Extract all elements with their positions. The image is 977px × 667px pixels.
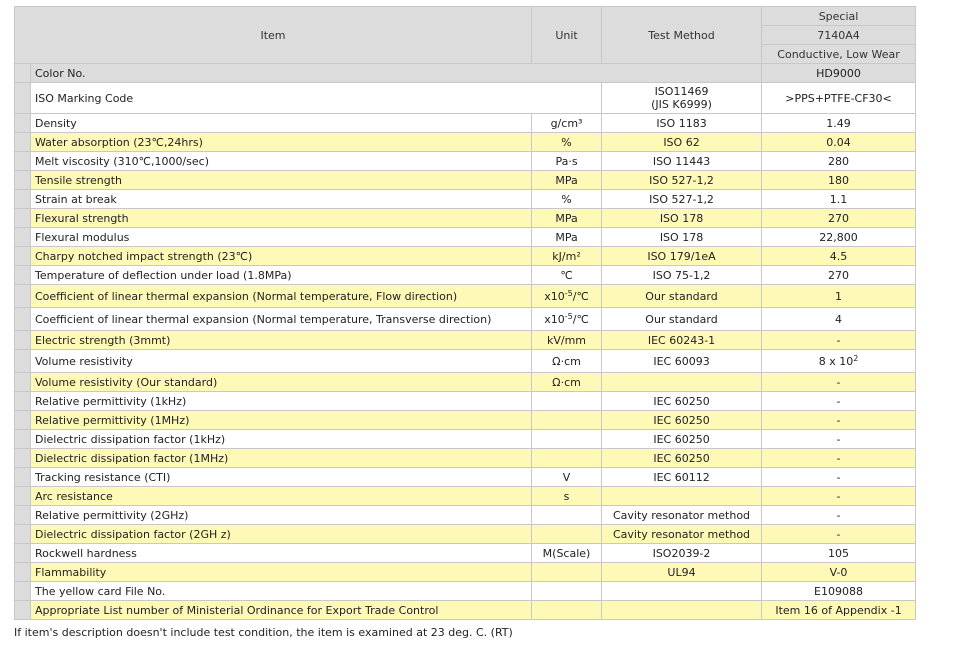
property-value: -	[762, 506, 916, 525]
property-value: -	[762, 411, 916, 430]
property-unit	[532, 392, 602, 411]
row-marker	[15, 331, 31, 350]
property-name: Coefficient of linear thermal expansion (Normal temperature, Flow direction)	[31, 285, 532, 308]
unit-base: x10	[544, 289, 565, 303]
property-unit: ℃	[532, 266, 602, 285]
property-value: -	[762, 525, 916, 544]
footnote: If item's description doesn't include test condition, the item is examined at 23 deg. C. (RT)	[14, 626, 513, 639]
test-method: ISO 527-1,2	[602, 171, 762, 190]
iso-marking-label: ISO Marking Code	[31, 83, 602, 114]
row-marker	[15, 266, 31, 285]
property-unit: %	[532, 133, 602, 152]
row-marker	[15, 247, 31, 266]
row-marker	[15, 563, 31, 582]
test-method: IEC 60250	[602, 449, 762, 468]
test-method: IEC 60243-1	[602, 331, 762, 350]
color-value: HD9000	[762, 64, 916, 83]
property-unit	[532, 308, 602, 331]
row-marker	[15, 373, 31, 392]
property-unit	[532, 582, 602, 601]
test-method: ISO 179/1eA	[602, 247, 762, 266]
test-method: IEC 60093	[602, 350, 762, 373]
row-marker	[15, 582, 31, 601]
property-name: Dielectric dissipation factor (2GH z)	[31, 525, 532, 544]
table-row	[15, 331, 916, 350]
property-value: 22,800	[762, 228, 916, 247]
iso-method-line1: ISO11469	[654, 85, 709, 98]
property-name: Dielectric dissipation factor (1MHz)	[31, 449, 532, 468]
property-name: The yellow card File No.	[31, 582, 532, 601]
property-unit: kV/mm	[532, 331, 602, 350]
property-name: Melt viscosity (310℃,1000/sec)	[31, 152, 532, 171]
property-unit: s	[532, 487, 602, 506]
row-marker	[15, 430, 31, 449]
table-row	[15, 350, 916, 373]
row-marker	[15, 392, 31, 411]
test-method: ISO 11443	[602, 152, 762, 171]
test-method: ISO2039-2	[602, 544, 762, 563]
table-row	[15, 247, 916, 266]
header-item: Item	[15, 7, 532, 64]
property-value: 0.04	[762, 133, 916, 152]
table-row	[15, 449, 916, 468]
property-value: 180	[762, 171, 916, 190]
table-row	[15, 308, 916, 331]
table-row	[15, 506, 916, 525]
row-marker	[15, 308, 31, 331]
row-marker	[15, 228, 31, 247]
iso-marking-value: >PPS+PTFE-CF30<	[762, 83, 916, 114]
property-unit: kJ/m²	[532, 247, 602, 266]
property-value: 105	[762, 544, 916, 563]
test-method: IEC 60250	[602, 430, 762, 449]
property-value: 280	[762, 152, 916, 171]
property-unit	[532, 430, 602, 449]
property-value: -	[762, 331, 916, 350]
table-row	[15, 133, 916, 152]
property-value: 270	[762, 209, 916, 228]
test-method: ISO 75-1,2	[602, 266, 762, 285]
iso-method-line2: (JIS K6999)	[651, 98, 712, 111]
property-unit	[532, 411, 602, 430]
property-unit: V	[532, 468, 602, 487]
header-test-method: Test Method	[602, 7, 762, 64]
property-value: -	[762, 373, 916, 392]
row-marker	[15, 350, 31, 373]
property-name: Strain at break	[31, 190, 532, 209]
property-name: Relative permittivity (1kHz)	[31, 392, 532, 411]
property-name: Rockwell hardness	[31, 544, 532, 563]
property-name: Dielectric dissipation factor (1kHz)	[31, 430, 532, 449]
property-name: Flexural modulus	[31, 228, 532, 247]
table-row	[15, 209, 916, 228]
row-marker	[15, 190, 31, 209]
table-row	[15, 152, 916, 171]
property-name: Flexural strength	[31, 209, 532, 228]
test-method: Cavity resonator method	[602, 506, 762, 525]
value-base: 8 x 10	[818, 354, 854, 368]
row-marker	[15, 285, 31, 308]
test-method: IEC 60250	[602, 411, 762, 430]
header-grade-class: Special	[762, 7, 916, 26]
property-name: Volume resistivity	[31, 350, 532, 373]
property-value: Item 16 of Appendix -1	[762, 601, 916, 620]
header-grade-desc: Conductive, Low Wear	[762, 45, 916, 64]
property-value: E109088	[762, 582, 916, 601]
property-name: Temperature of deflection under load (1.8MPa)	[31, 266, 532, 285]
table-row	[15, 228, 916, 247]
table-row	[15, 171, 916, 190]
color-row	[15, 64, 916, 83]
property-name: Relative permittivity (1MHz)	[31, 411, 532, 430]
iso-marking-row	[15, 83, 916, 114]
test-method: Cavity resonator method	[602, 525, 762, 544]
unit-base: x10	[544, 312, 565, 326]
property-unit	[532, 563, 602, 582]
property-value: 1.49	[762, 114, 916, 133]
row-marker	[15, 152, 31, 171]
row-marker	[15, 468, 31, 487]
property-name: Tracking resistance (CTI)	[31, 468, 532, 487]
row-marker	[15, 449, 31, 468]
row-marker	[15, 64, 31, 83]
property-name: Water absorption (23℃,24hrs)	[31, 133, 532, 152]
property-value: -	[762, 449, 916, 468]
property-unit: %	[532, 190, 602, 209]
iso-marking-method	[602, 83, 762, 114]
table-row	[15, 487, 916, 506]
unit-tail: /℃	[572, 312, 589, 326]
property-name: Relative permittivity (2GHz)	[31, 506, 532, 525]
property-unit: Ω·cm	[532, 350, 602, 373]
row-marker	[15, 487, 31, 506]
test-method: ISO 178	[602, 209, 762, 228]
table-row	[15, 114, 916, 133]
property-name: Flammability	[31, 563, 532, 582]
test-method	[602, 582, 762, 601]
test-method: ISO 62	[602, 133, 762, 152]
row-marker	[15, 114, 31, 133]
test-method: ISO 1183	[602, 114, 762, 133]
property-name: Electric strength (3mmt)	[31, 331, 532, 350]
test-method: UL94	[602, 563, 762, 582]
property-value: 1.1	[762, 190, 916, 209]
table-row	[15, 430, 916, 449]
row-marker	[15, 133, 31, 152]
test-method: Our standard	[602, 308, 762, 331]
property-value: 4.5	[762, 247, 916, 266]
property-unit: g/cm³	[532, 114, 602, 133]
table-row	[15, 373, 916, 392]
property-value: 270	[762, 266, 916, 285]
header-grade-name: 7140A4	[762, 26, 916, 45]
property-value	[762, 350, 916, 373]
property-unit: MPa	[532, 171, 602, 190]
table-row	[15, 190, 916, 209]
test-method: IEC 60112	[602, 468, 762, 487]
unit-tail: /℃	[572, 289, 589, 303]
property-value: -	[762, 487, 916, 506]
test-method	[602, 373, 762, 392]
spec-table-body	[15, 64, 916, 620]
table-row	[15, 266, 916, 285]
table-row	[15, 411, 916, 430]
test-method: ISO 527-1,2	[602, 190, 762, 209]
property-name: Tensile strength	[31, 171, 532, 190]
table-row	[15, 563, 916, 582]
test-method	[602, 601, 762, 620]
value-exponent: 2	[853, 353, 859, 363]
property-value: -	[762, 392, 916, 411]
table-row	[15, 525, 916, 544]
row-marker	[15, 601, 31, 620]
property-value: V-0	[762, 563, 916, 582]
unit-exponent: -5	[564, 311, 573, 321]
property-name: Charpy notched impact strength (23℃)	[31, 247, 532, 266]
property-unit	[532, 285, 602, 308]
property-name: Arc resistance	[31, 487, 532, 506]
property-name: Volume resistivity (Our standard)	[31, 373, 532, 392]
property-unit	[532, 506, 602, 525]
row-marker	[15, 544, 31, 563]
table-row	[15, 285, 916, 308]
property-unit	[532, 449, 602, 468]
row-marker	[15, 209, 31, 228]
table-row	[15, 468, 916, 487]
property-name: Density	[31, 114, 532, 133]
row-marker	[15, 525, 31, 544]
table-row	[15, 582, 916, 601]
table-row	[15, 392, 916, 411]
property-unit: MPa	[532, 209, 602, 228]
table-row	[15, 544, 916, 563]
property-name: Appropriate List number of Ministerial Ordinance for Export Trade Control	[31, 601, 532, 620]
property-name: Coefficient of linear thermal expansion (Normal temperature, Transverse direction)	[31, 308, 532, 331]
table-row	[15, 601, 916, 620]
property-unit: M(Scale)	[532, 544, 602, 563]
test-method	[602, 487, 762, 506]
property-value: -	[762, 430, 916, 449]
row-marker	[15, 171, 31, 190]
property-unit	[532, 525, 602, 544]
unit-exponent: -5	[564, 288, 573, 298]
test-method: IEC 60250	[602, 392, 762, 411]
property-unit: MPa	[532, 228, 602, 247]
spec-table	[14, 6, 916, 620]
property-value: -	[762, 468, 916, 487]
property-unit	[532, 601, 602, 620]
row-marker	[15, 506, 31, 525]
row-marker	[15, 83, 31, 114]
property-unit: Ω·cm	[532, 373, 602, 392]
color-label: Color No.	[31, 64, 762, 83]
test-method: ISO 178	[602, 228, 762, 247]
property-value: 4	[762, 308, 916, 331]
test-method: Our standard	[602, 285, 762, 308]
row-marker	[15, 411, 31, 430]
property-value: 1	[762, 285, 916, 308]
header-unit: Unit	[532, 7, 602, 64]
property-unit: Pa·s	[532, 152, 602, 171]
